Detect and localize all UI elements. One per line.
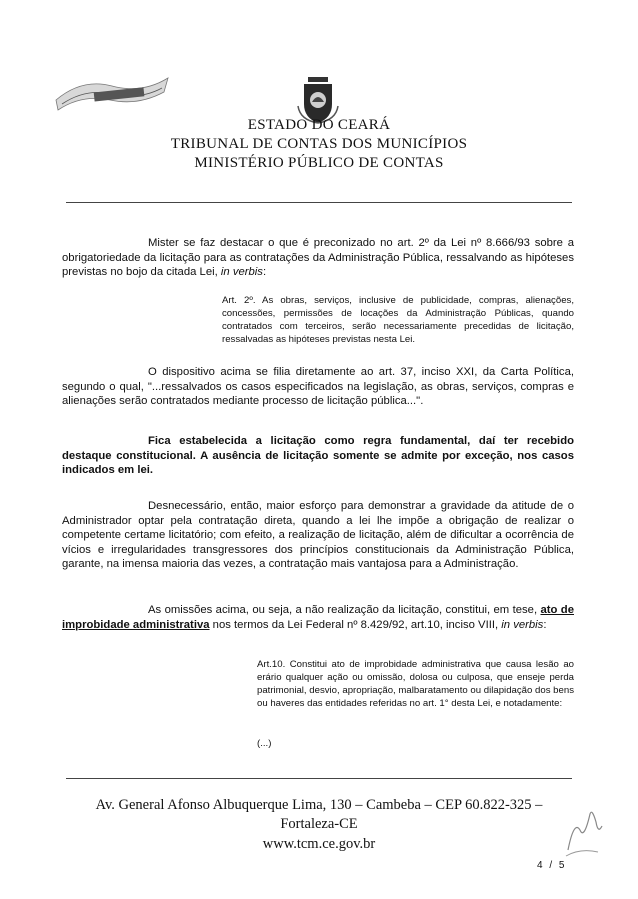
paragraph-4: Desnecessário, então, maior esforço para demonstrar a gravidade da atitude de o Administrador optar pela contratação direta, quando a lei lhe impõe a obrigação de realizar o competente certame licitatório; com efeito, a realização de licitação, além de dificultar a ocorrência de vícios e irregularidades transgressores dos princípios constitucionais da Administração Pública, garante, na imensa maioria das vezes, a contratação mais vantajosa para a Administração.: [62, 500, 574, 571]
footer-address: Av. General Afonso Albuquerque Lima, 130 – Cambeba – CEP 60.822-325 –: [95, 797, 543, 813]
header-tribunal: TRIBUNAL DE CONTAS DOS MUNICÍPIOS: [170, 136, 468, 152]
header-ministerio: MINISTÉRIO PÚBLICO DE CONTAS: [194, 155, 444, 171]
tcm-logo: [52, 70, 172, 120]
quote-art-2: Art. 2º. As obras, serviços, inclusive de publicidade, compras, alienações, concessões, permissões de locações da Administração Públicas, quando contratados com terceiros, serão necessariamente precedidas de licitação, ressalvadas as hipóteses previstas nesta Lei.: [222, 295, 574, 345]
footer-city: Fortaleza-CE: [280, 816, 358, 832]
footer-divider: [66, 778, 572, 779]
quote-art-10: Art.10. Constitui ato de improbidade administrativa que causa lesão ao erário qualquer ação ou omissão, dolosa ou culposa, que enseje perda patrimonial, desvio, apropriação, malbaratamento ou dilapidação dos bens ou haveres das entidades referidas no art. 1° desta Lei, e notadamente:: [257, 659, 574, 709]
paragraph-2: O dispositivo acima se filia diretamente ao art. 37, inciso XXI, da Carta Política, segundo o qual, "...ressalvados os casos especificados na legislação, as obras, serviços, compras e alienações serão contratados mediante processo de licitação pública...".: [62, 366, 574, 408]
page-number: 4 / 5: [537, 860, 567, 871]
handwritten-initials: [560, 800, 606, 860]
footer-website: www.tcm.ce.gov.br: [262, 836, 376, 852]
header-divider: [66, 202, 572, 203]
paragraph-1: Mister se faz destacar o que é preconizado no art. 2º da Lei nº 8.666/93 sobre a obrigatoriedade da licitação para as contratações da Administração Pública, ressalvando as hipóteses previstas no bojo da citada Lei, in verbis:: [62, 237, 574, 279]
paragraph-3: Fica estabelecida a licitação como regra fundamental, daí ter recebido destaque constitucional. A ausência de licitação somente se admite por exceção, nos casos indicados em lei.: [62, 435, 574, 477]
header-state: ESTADO DO CEARÁ: [247, 117, 391, 133]
paragraph-5: As omissões acima, ou seja, a não realização da licitação, constitui, em tese, ato de improbidade administrativa nos termos da Lei Federal nº 8.429/92, art.10, inciso VIII, in verbis:: [62, 604, 574, 631]
quote-ellipsis: (...): [257, 738, 272, 749]
